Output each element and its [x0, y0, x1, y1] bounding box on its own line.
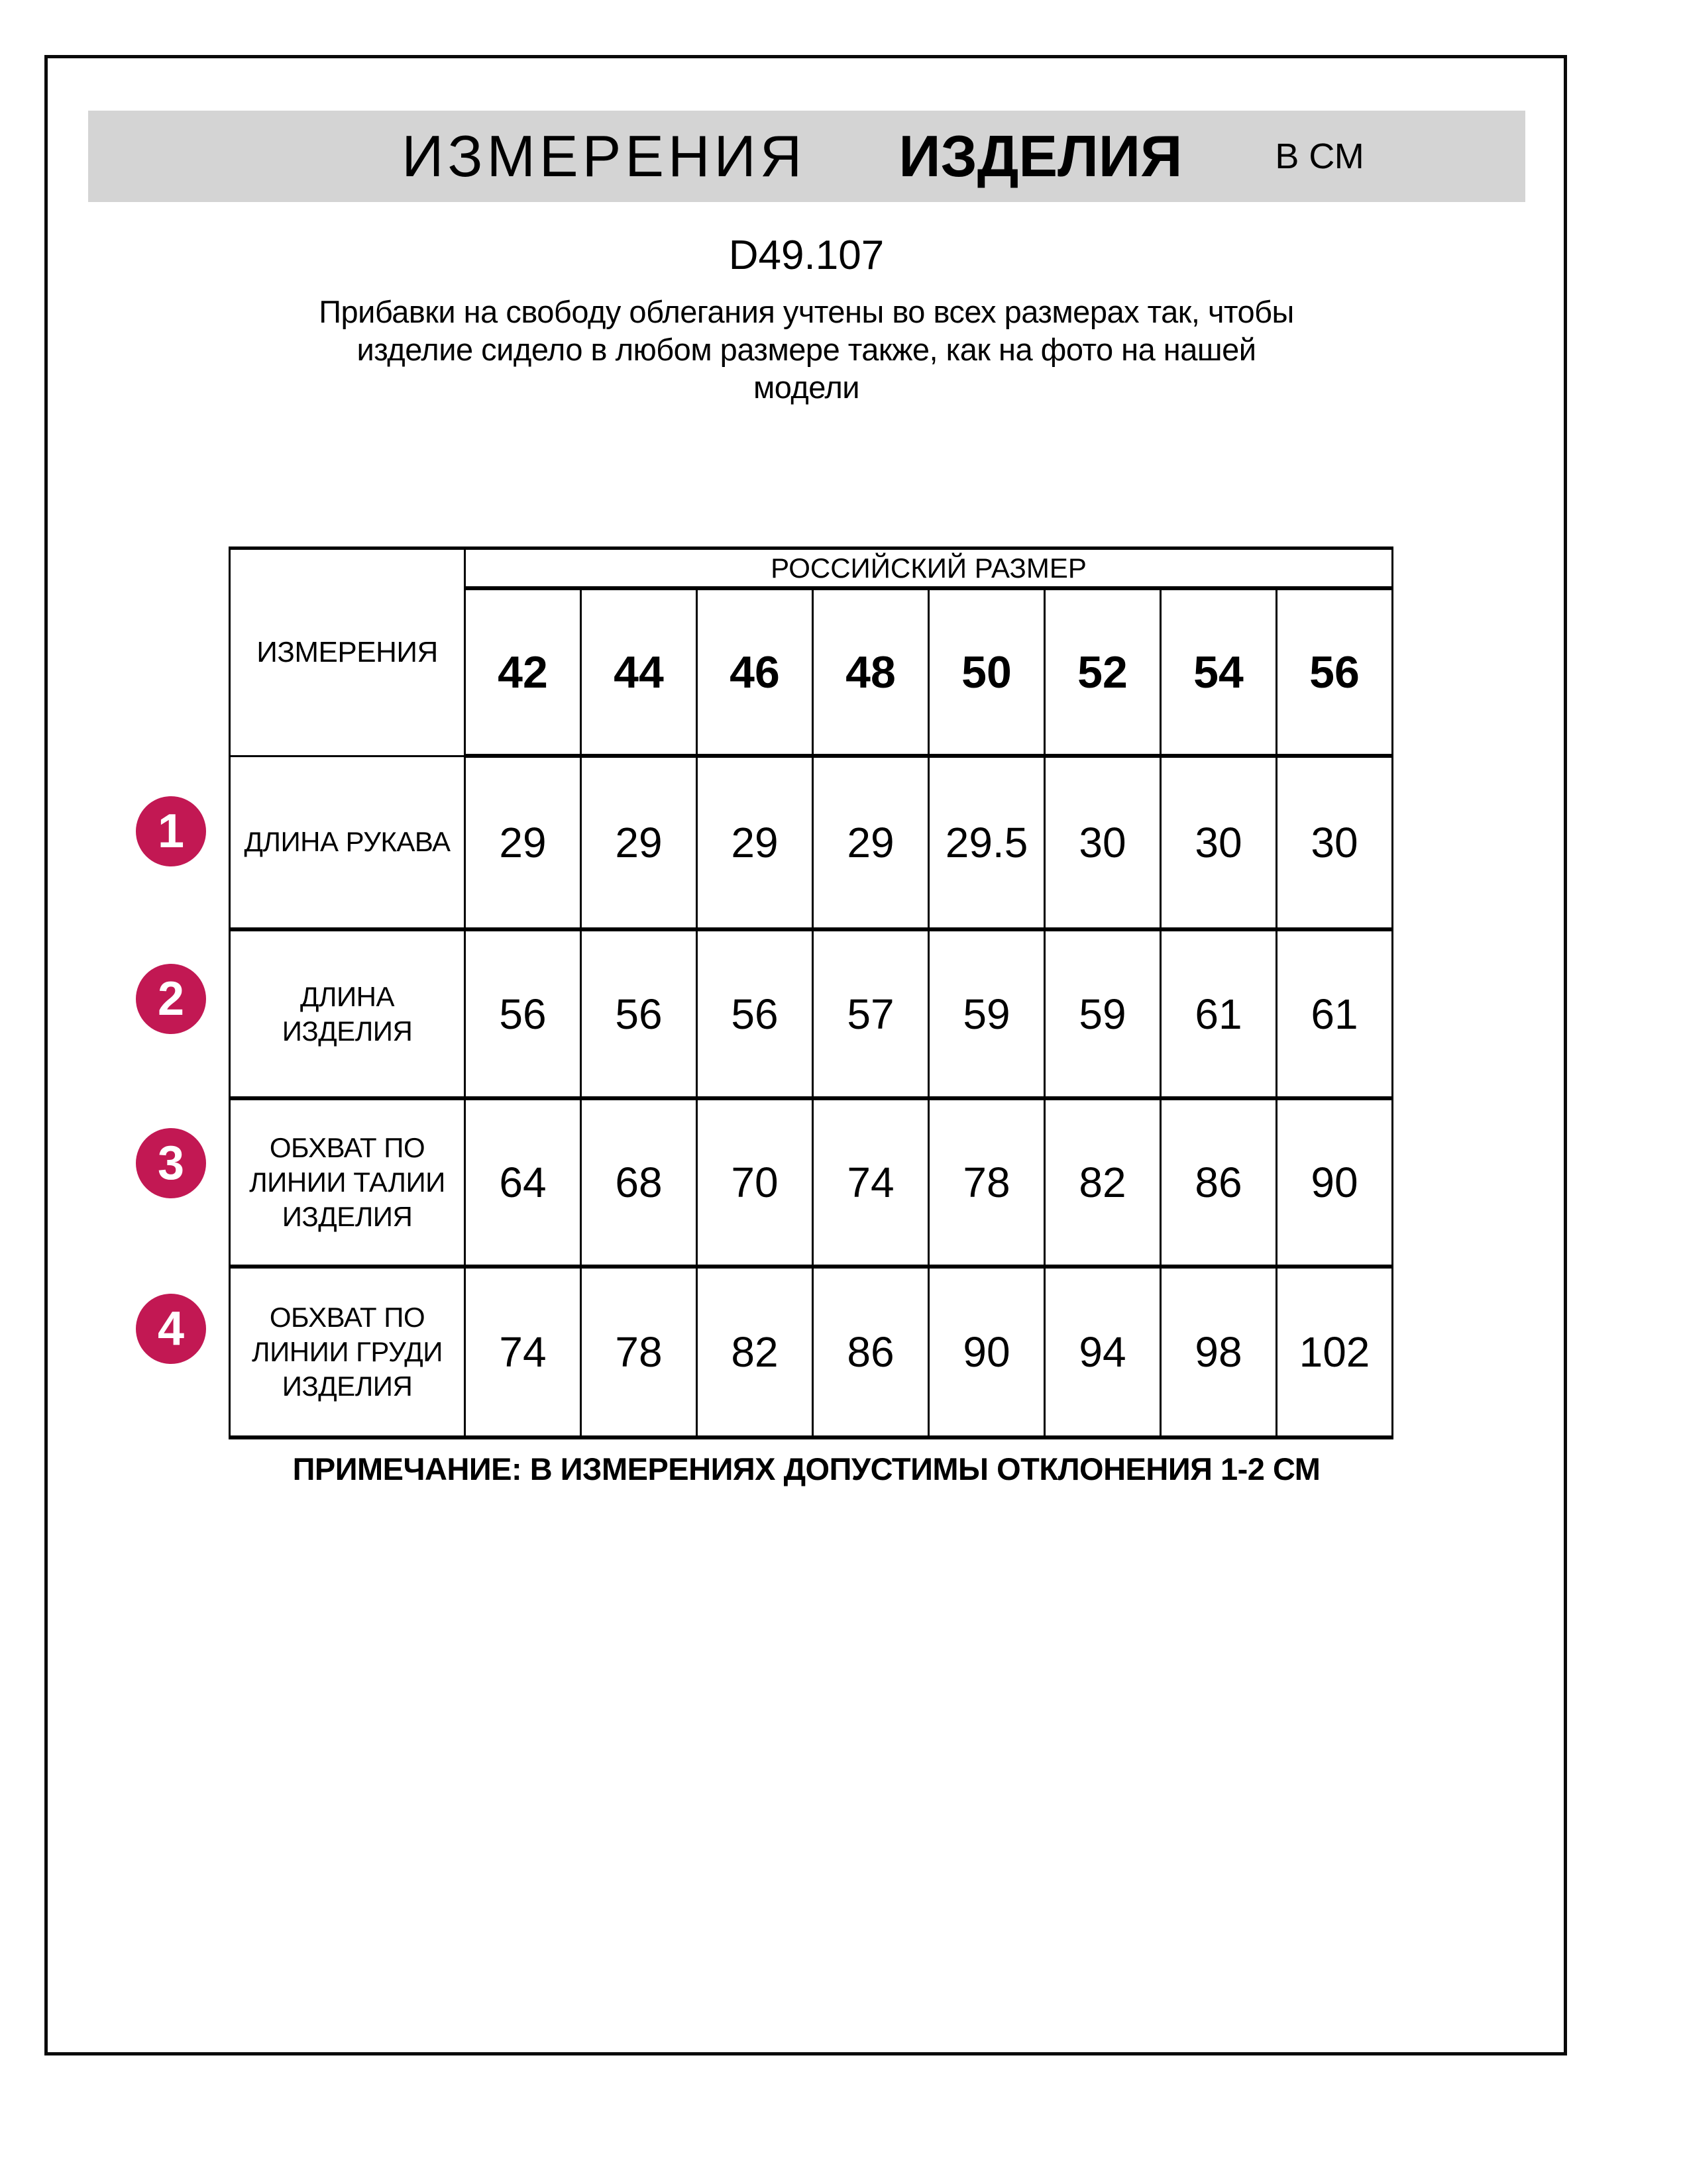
row-label-line: ИЗДЕЛИЯ [282, 1201, 413, 1232]
value-cell: 82 [697, 1267, 813, 1437]
value-cell: 29 [813, 756, 929, 929]
size-col-header-50: 50 [929, 588, 1045, 756]
title-units: В СМ [1275, 136, 1364, 176]
row-label-line: ОБХВАТ ПО [269, 1302, 425, 1333]
value-cell: 90 [1277, 1098, 1393, 1267]
value-cell: 78 [929, 1098, 1045, 1267]
row-label [230, 1267, 465, 1437]
value-cell: 94 [1045, 1267, 1161, 1437]
value-cell: 59 [1045, 929, 1161, 1098]
value-cell: 64 [465, 1098, 581, 1267]
value-cell: 29 [697, 756, 813, 929]
title-product: ИЗДЕЛИЯ [898, 123, 1183, 189]
value-cell: 74 [465, 1267, 581, 1437]
value-cell: 98 [1161, 1267, 1277, 1437]
row-label-line: ЛИНИИ ГРУДИ [252, 1336, 443, 1367]
value-cell: 70 [697, 1098, 813, 1267]
row-label-line: ИЗДЕЛИЯ [282, 1371, 413, 1402]
value-cell: 29.5 [929, 756, 1045, 929]
value-cell: 61 [1161, 929, 1277, 1098]
product-code: D49.107 [728, 233, 885, 278]
title-measurements: ИЗМЕРЕНИЯ [402, 123, 806, 189]
table-row-chest-girth [230, 1267, 1393, 1437]
tolerance-note: ПРИМЕЧАНИЕ: В ИЗМЕРЕНИЯХ ДОПУСТИМЫ ОТКЛОНЕНИЯ 1-2 СМ [292, 1451, 1321, 1486]
value-cell: 56 [465, 929, 581, 1098]
value-cell: 74 [813, 1098, 929, 1267]
fit-description-line: изделие сидело в любом размере также, как на фото на нашей [356, 332, 1256, 367]
russian-size-header-cell: РОССИЙСКИЙ РАЗМЕР [465, 548, 1393, 589]
value-cell: 30 [1161, 756, 1277, 929]
row-label-line: ЛИНИИ ТАЛИИ [249, 1167, 445, 1198]
row-marker-2: 2 [136, 964, 206, 1034]
value-cell: 90 [929, 1267, 1045, 1437]
size-col-header-42: 42 [465, 588, 581, 756]
value-cell: 82 [1045, 1098, 1161, 1267]
table-row-waist-girth [230, 1098, 1393, 1267]
row-marker-3: 3 [136, 1128, 206, 1198]
value-cell: 102 [1277, 1267, 1393, 1437]
table-row-sleeve-length [230, 756, 1393, 929]
row-label-line: ИЗДЕЛИЯ [282, 1015, 413, 1047]
row-label-line: ДЛИНА [299, 980, 395, 1012]
value-cell: 56 [697, 929, 813, 1098]
value-cell: 57 [813, 929, 929, 1098]
group-header-row [230, 548, 1393, 589]
value-cell: 29 [581, 756, 697, 929]
size-col-header-48: 48 [813, 588, 929, 756]
row-label [230, 1098, 465, 1267]
fit-description-line: модели [753, 370, 860, 405]
fit-description [44, 293, 1568, 406]
measurements-corner-cell: ИЗМЕРЕНИЯ [230, 548, 465, 756]
row-label-line: ОБХВАТ ПО [269, 1132, 425, 1163]
value-cell: 68 [581, 1098, 697, 1267]
row-marker-1: 1 [136, 796, 206, 866]
title-bar [88, 111, 1525, 202]
value-cell: 56 [581, 929, 697, 1098]
value-cell: 30 [1045, 756, 1161, 929]
row-label [230, 756, 465, 929]
size-col-header-54: 54 [1161, 588, 1277, 756]
value-cell: 78 [581, 1267, 697, 1437]
value-cell: 86 [813, 1267, 929, 1437]
size-col-header-52: 52 [1045, 588, 1161, 756]
size-table [229, 546, 1393, 1439]
row-marker-4: 4 [136, 1294, 206, 1364]
row-label-line: ДЛИНА РУКАВА [244, 826, 451, 858]
size-col-header-44: 44 [581, 588, 697, 756]
fit-description-line: Прибавки на свободу облегания учтены во всех размерах так, чтобы [319, 294, 1294, 329]
value-cell: 61 [1277, 929, 1393, 1098]
value-cell: 86 [1161, 1098, 1277, 1267]
value-cell: 30 [1277, 756, 1393, 929]
value-cell: 29 [465, 756, 581, 929]
table-row-product-length [230, 929, 1393, 1098]
value-cell: 59 [929, 929, 1045, 1098]
size-col-header-46: 46 [697, 588, 813, 756]
row-label [230, 929, 465, 1098]
size-col-header-56: 56 [1277, 588, 1393, 756]
